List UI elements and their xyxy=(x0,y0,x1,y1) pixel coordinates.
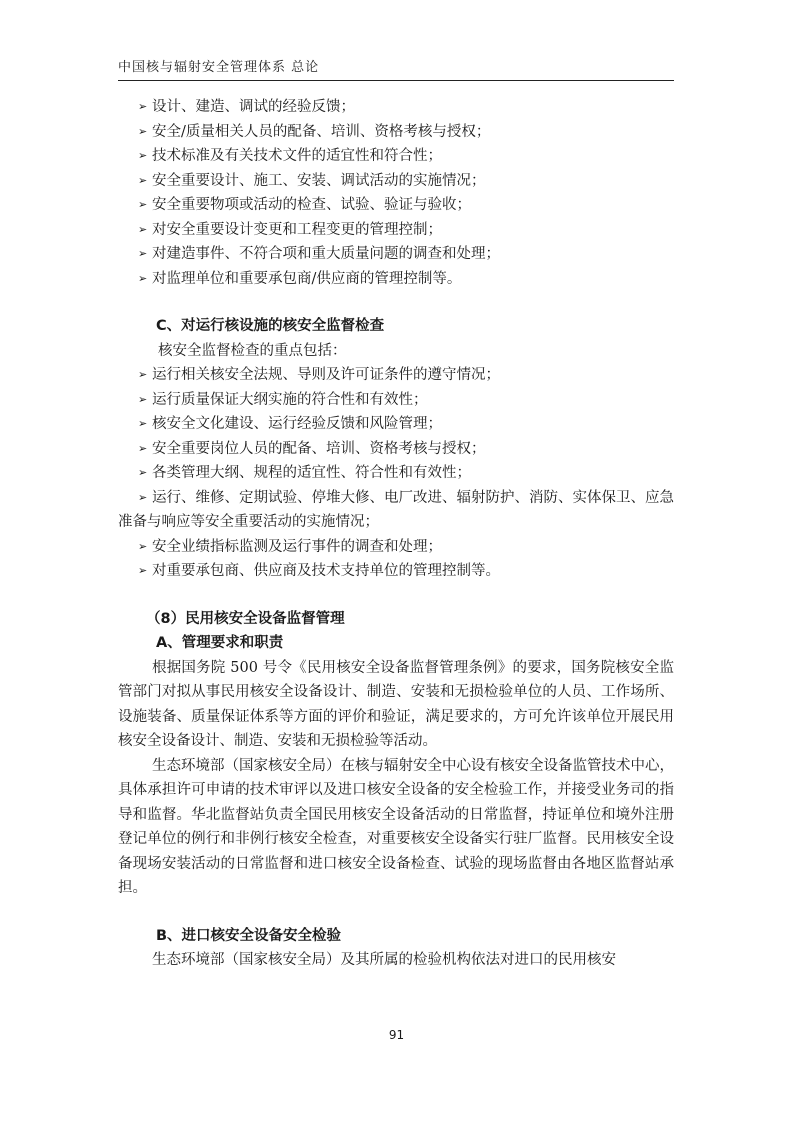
list-item: ➢ 核安全文化建设、运行经验反馈和风险管理； xyxy=(118,412,674,437)
arrow-bullet-icon: ➢ xyxy=(138,173,148,187)
list-item: ➢ 技术标准及有关技术文件的适宜性和符合性； xyxy=(118,144,674,169)
arrow-bullet-icon: ➢ xyxy=(138,564,148,577)
page-number: 91 xyxy=(388,1028,405,1042)
bullet-list-construction xyxy=(118,95,674,291)
list-item: ➢ 各类管理大纲、规程的适宜性、符合性和有效性； xyxy=(118,461,674,486)
arrow-bullet-icon: ➢ xyxy=(138,441,148,455)
arrow-bullet-icon: ➢ xyxy=(138,247,148,260)
list-item: ➢ 对监理单位和重要承包商/供应商的管理控制等。 xyxy=(118,267,674,292)
list-item: ➢ 安全业绩指标监测及运行事件的调查和处理； xyxy=(118,535,674,560)
section-c-intro: 核安全监督检查的重点包括： xyxy=(158,342,347,359)
paragraph-responsibility: 生态环境部（国家核安全局）在核与辐射安全中心设有核安全设备监管技术中心，具体承担许可申请的技术审评以及进口核安全设备的安全检验工作，并接受业务司的指导和监督。华北监督站负责全国民用核安全设备活动的日常监督，持证单位和境外注册登记单位的例行和非例行核安全检查，对重要核安全设备实行驻厂监督。民用核安全设备现场安装活动的日常监督和进口核安全设备检查、试验的现场监督由各地区监督站承担。 xyxy=(118,757,674,896)
arrow-bullet-icon: ➢ xyxy=(138,392,148,406)
section-c-heading: C、对运行核设施的核安全监督检查 xyxy=(156,318,385,334)
list-item: ➢ 安全/质量相关人员的配备、培训、资格考核与授权； xyxy=(118,120,674,145)
arrow-bullet-icon: ➢ xyxy=(138,539,148,553)
list-item: ➢ 运行质量保证大纲实施的符合性和有效性； xyxy=(118,388,674,413)
arrow-bullet-icon: ➢ xyxy=(138,466,148,479)
list-item: ➢ 设计、建造、调试的经验反馈； xyxy=(118,95,674,120)
arrow-bullet-icon: ➢ xyxy=(138,368,148,381)
section-8-heading: （8）民用核安全设备监督管理 xyxy=(146,610,345,627)
list-item: ➢ 对安全重要设计变更和工程变更的管理控制； xyxy=(118,218,674,243)
list-item: ➢ 安全重要物项或活动的检查、试验、验证与验收； xyxy=(118,193,674,218)
page-content xyxy=(118,95,674,973)
arrow-bullet-icon: ➢ xyxy=(138,417,148,430)
paragraph-import-inspection: 生态环境部（国家核安全局）及其所属的检验机构依法对进口的民用核安 xyxy=(152,952,616,968)
list-item: ➢ 运行、维修、定期试验、停堆大修、电厂改进、辐射防护、消防、实体保卫、应急准备与响应等安全重要活动的实施情况； xyxy=(118,486,674,535)
list-item: ➢ 对建造事件、不符合项和重大质量问题的调查和处理； xyxy=(118,242,674,267)
sub-a-heading: A、管理要求和职责 xyxy=(156,635,284,651)
paragraph-regulation: 根据国务院 500 号令《民用核安全设备监督管理条例》的要求，国务院核安全监管部门对拟从事民用核安全设备设计、制造、安装和无损检验单位的人员、工作场所、设施装备、质量保证体系等方面的评价和验证，满足要求的，方可允许该单位开展民用核安全设备设计、制造、安装和无损检验等活动。 xyxy=(118,659,674,749)
arrow-bullet-icon: ➢ xyxy=(138,149,148,162)
list-item: ➢ 对重要承包商、供应商及技术支持单位的管理控制等。 xyxy=(118,559,674,584)
arrow-bullet-icon: ➢ xyxy=(138,490,148,504)
list-item: ➢ 安全重要岗位人员的配备、培训、资格考核与授权； xyxy=(118,437,674,462)
arrow-bullet-icon: ➢ xyxy=(138,124,148,138)
bullet-list-operation xyxy=(118,363,674,584)
arrow-bullet-icon: ➢ xyxy=(138,100,148,113)
list-item: ➢ 运行相关核安全法规、导则及许可证条件的遵守情况； xyxy=(118,363,674,388)
arrow-bullet-icon: ➢ xyxy=(138,198,148,211)
sub-b-heading: B、进口核安全设备安全检验 xyxy=(156,927,342,944)
list-item: ➢ 安全重要设计、施工、安装、调试活动的实施情况； xyxy=(118,169,674,194)
running-header: 中国核与辐射安全管理体系 总论 xyxy=(118,60,320,75)
header-rule xyxy=(118,80,674,81)
arrow-bullet-icon: ➢ xyxy=(138,222,148,236)
arrow-bullet-icon: ➢ xyxy=(138,271,148,285)
